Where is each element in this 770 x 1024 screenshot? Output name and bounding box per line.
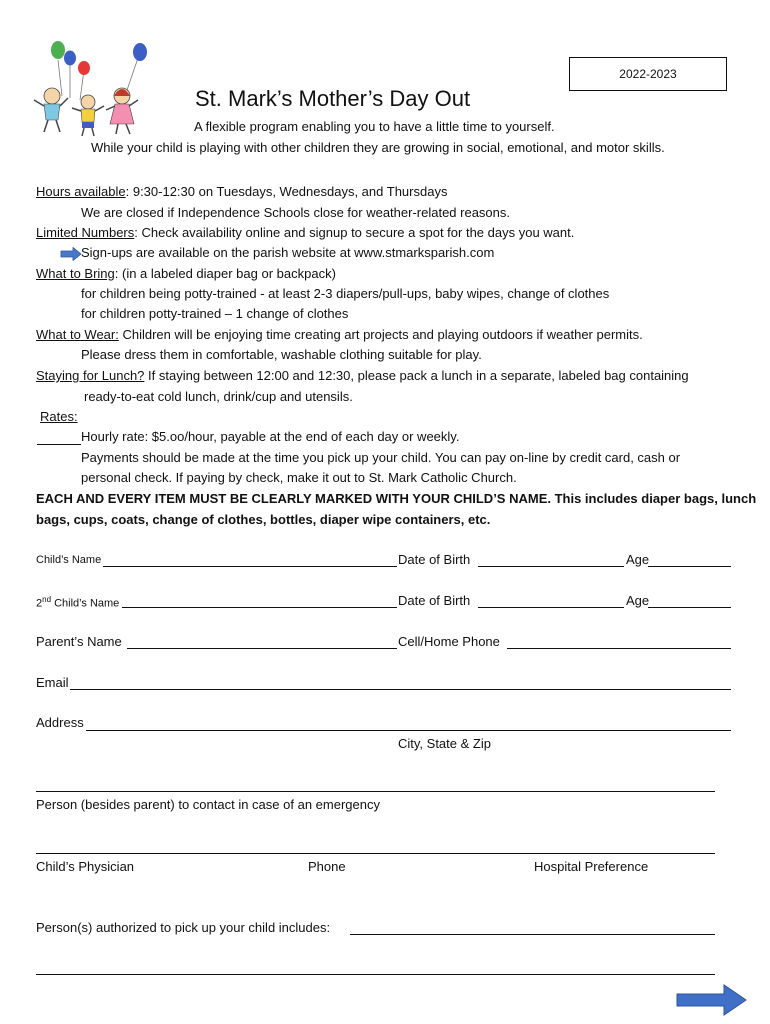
email-label: Email: [36, 675, 69, 690]
hospital-label: Hospital Preference: [534, 859, 649, 874]
hours-label: Hours available: [36, 184, 126, 199]
payment-text-2: personal check. If paying by check, make it out to St. Mark Catholic Church.: [81, 470, 517, 485]
wear-text-2: Please dress them in comfortable, washable clothing suitable for play.: [81, 347, 482, 362]
rate-hourly: Hourly rate: $5.oo/hour, payable at the end of each day or weekly.: [81, 429, 460, 444]
address-field[interactable]: [86, 730, 731, 731]
wear-text: Children will be enjoying time creating art projects and playing outdoors if weather permits.: [118, 327, 643, 342]
authorized-field-2[interactable]: [36, 974, 715, 975]
rate-check-line[interactable]: [37, 444, 81, 445]
limited-text: : Check availability online and signup to secure a spot for the days you want.: [134, 225, 575, 240]
bring-row: [36, 266, 336, 281]
age-label: Age: [626, 552, 650, 567]
bring-item-2: for children potty-trained – 1 change of clothes: [81, 306, 349, 321]
lunch-label: Staying for Lunch?: [36, 368, 145, 383]
lunch-text-2: ready-to-eat cold lunch, drink/cup and utensils.: [84, 389, 353, 404]
dob-label: Date of Birth: [398, 552, 471, 567]
hours-text: : 9:30-12:30 on Tuesdays, Wednesdays, and Thursdays: [125, 184, 448, 199]
phone-field[interactable]: [507, 648, 731, 649]
emergency-contact-field[interactable]: [36, 791, 715, 792]
limited-row: [36, 225, 574, 240]
rates-label: Rates:: [40, 409, 78, 424]
subtitle-1: A flexible program enabling you to have a little time to yourself.: [194, 119, 555, 134]
authorized-label: Person(s) authorized to pick up your child includes:: [36, 920, 331, 935]
wear-label: What to Wear:: [36, 327, 119, 342]
kids-balloons-logo: [22, 38, 157, 138]
closed-text: We are closed if Independence Schools close for weather-related reasons.: [81, 205, 511, 220]
emergency-label: Person (besides parent) to contact in case of an emergency: [36, 797, 380, 812]
physician-phone-label: Phone: [308, 859, 346, 874]
second-child-text: Child’s Name: [51, 597, 120, 610]
second-child-label: [36, 595, 119, 610]
subtitle-2: While your child is playing with other children they are growing in social, emotional, and motor skills.: [91, 140, 665, 155]
second-child-prefix: 2: [36, 597, 43, 610]
year-box: [569, 57, 727, 91]
dob-field[interactable]: [478, 566, 624, 567]
phone-label: Cell/Home Phone: [398, 634, 500, 649]
physician-field[interactable]: [36, 853, 715, 854]
lunch-row: [36, 368, 689, 383]
email-field[interactable]: [70, 689, 731, 690]
notice-text-2: bags, cups, coats, change of clothes, bottles, diaper wipe containers, etc.: [36, 512, 491, 527]
age-field[interactable]: [648, 566, 731, 567]
hours-row: [36, 184, 447, 199]
notice-text-1: EACH AND EVERY ITEM MUST BE CLEARLY MARKED WITH YOUR CHILD’S NAME. This includes diaper bags, lunch: [36, 491, 757, 506]
signup-text: Sign-ups are available on the parish website at www.stmarksparish.com: [81, 245, 495, 260]
authorized-field[interactable]: [350, 934, 715, 935]
age-label-2: Age: [626, 593, 650, 608]
next-page-arrow-icon[interactable]: [676, 984, 748, 1016]
bring-text: : (in a labeled diaper bag or backpack): [114, 266, 336, 281]
address-label: Address: [36, 715, 84, 730]
year-label: 2022-2023: [619, 67, 677, 81]
dob-label-2: Date of Birth: [398, 593, 471, 608]
page-title: St. Mark’s Mother’s Day Out: [195, 86, 471, 111]
age-field-2[interactable]: [648, 607, 731, 608]
physician-label: Child’s Physician: [36, 859, 135, 874]
city-state-zip-label: City, State & Zip: [398, 736, 491, 751]
limited-label: Limited Numbers: [36, 225, 135, 240]
child-name-label: Child’s Name: [36, 554, 102, 566]
arrow-right-icon: [60, 247, 82, 261]
dob-field-2[interactable]: [478, 607, 624, 608]
bring-item-1: for children being potty-trained - at least 2-3 diapers/pull-ups, baby wipes, change of clothes: [81, 286, 610, 301]
wear-row: [36, 327, 643, 342]
bring-label: What to Bring: [36, 266, 115, 281]
second-child-name-field[interactable]: [122, 607, 397, 608]
payment-text-1: Payments should be made at the time you pick up your child. You can pay on-line by credit card, cash or: [81, 450, 681, 465]
parent-name-field[interactable]: [127, 648, 397, 649]
lunch-text: If staying between 12:00 and 12:30, please pack a lunch in a separate, labeled bag containing: [144, 368, 689, 383]
parent-name-label: Parent’s Name: [36, 634, 122, 649]
child-name-field[interactable]: [103, 566, 397, 567]
second-child-sup: nd: [42, 595, 52, 604]
